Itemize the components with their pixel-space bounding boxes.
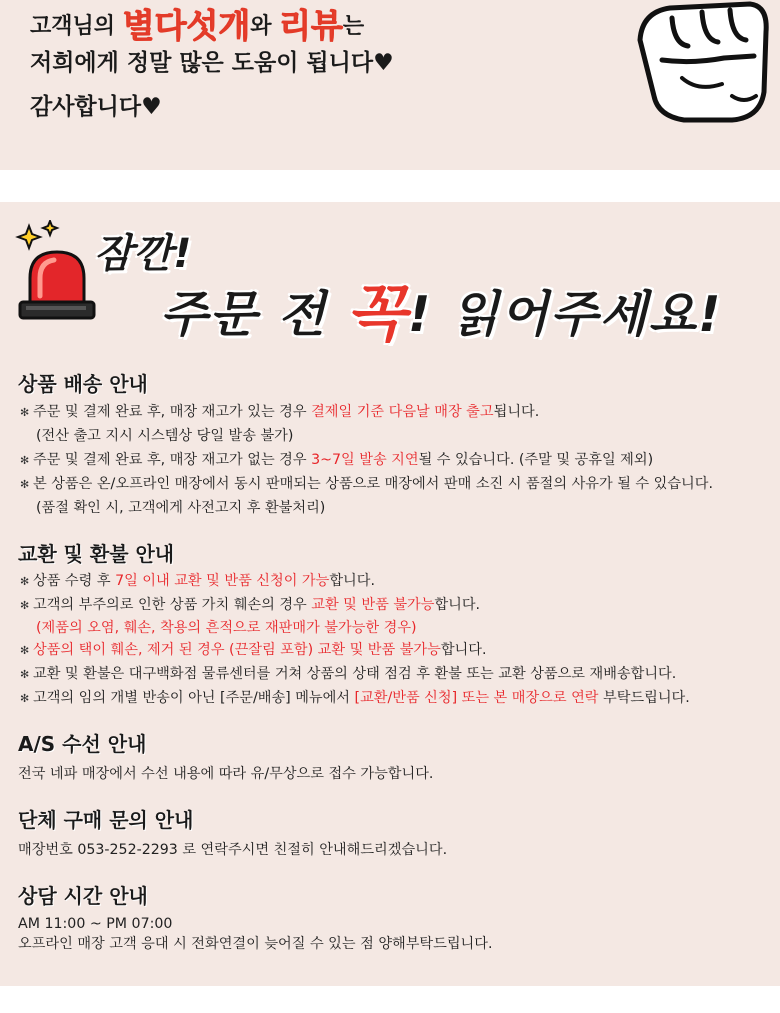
review-highlight: 리뷰 [279, 6, 343, 45]
consult-hours-section-title: 상담 시간 안내 [18, 884, 148, 908]
review-banner [0, 0, 780, 170]
wait-heading: 잠깐! [94, 231, 193, 277]
shipping-item-1 [20, 402, 539, 423]
bullet-star: ✻ [20, 668, 30, 681]
row-text: 주문 및 결제 완료 후, 매장 재고가 없는 경우 [33, 452, 312, 468]
shipping-item-1-note: (전산 출고 지시 시스템상 당일 발송 불가) [36, 428, 294, 444]
bullet-star: ✻ [20, 692, 30, 705]
row-highlight: [교환/반품 신청] 또는 본 매장으로 연락 [354, 690, 599, 706]
heading-text: 주문 전 [160, 286, 328, 343]
row-text: 됩니다. [493, 404, 540, 420]
row-text: 본 상품은 온/오프라인 매장에서 동시 판매되는 상품으로 매장에서 판매 소진 시 품절의 사유가 될 수 있습니다. [33, 476, 713, 492]
exchange-item-3 [20, 640, 486, 661]
banner-line-1 [30, 0, 364, 47]
exchange-item-4 [20, 664, 676, 685]
as-section-title: A/S 수선 안내 [18, 732, 147, 756]
bullet-star: ✻ [20, 406, 30, 419]
row-highlight: 교환 및 반품 불가능 [311, 597, 435, 613]
row-text: 부탁드립니다. [598, 690, 690, 706]
shipping-section-title: 상품 배송 안내 [18, 372, 148, 396]
banner-text: 는 [342, 14, 365, 39]
bullet-star: ✻ [20, 575, 30, 588]
shipping-item-3 [20, 474, 713, 495]
row-highlight: 상품의 택이 훼손, 제거 된 경우 (끈잘림 포함) 교환 및 반품 불가능 [33, 642, 441, 658]
exchange-item-2 [20, 595, 480, 616]
bullet-star: ✻ [20, 454, 30, 467]
must-highlight: 꼭 [346, 277, 409, 350]
row-text: 고객의 임의 개별 반송이 아닌 [주문/배송] 메뉴에서 [33, 690, 355, 706]
bullet-star: ✻ [20, 644, 30, 657]
shipping-item-3-note: (품절 확인 시, 고객에게 사전고지 후 환불처리) [36, 500, 326, 516]
read-before-order-heading [160, 264, 722, 353]
exchange-item-5 [20, 688, 690, 709]
heading-text: ! 읽어주세요! [408, 286, 723, 343]
row-text: 교환 및 환불은 대구백화점 물류센터를 거쳐 상품의 상태 점검 후 환불 또는 교환 상품으로 재배송합니다. [33, 666, 677, 682]
row-text: 합니다. [440, 642, 487, 658]
siren-icon [14, 220, 96, 324]
banner-line-2: 저희에게 정말 많은 도움이 됩니다♥ [30, 50, 394, 76]
shipping-item-2 [20, 450, 653, 471]
exchange-section-title: 교환 및 환불 안내 [18, 542, 175, 566]
as-text: 전국 네파 매장에서 수선 내용에 따라 유/무상으로 접수 가능합니다. [18, 766, 434, 782]
consult-hours-time: AM 11:00 ~ PM 07:00 [18, 916, 173, 932]
row-text: 고객의 부주의로 인한 상품 가치 훼손의 경우 [33, 597, 312, 613]
row-text: 합니다. [434, 597, 481, 613]
row-text: 합니다. [329, 573, 375, 589]
fist-icon [632, 0, 772, 125]
bullet-star: ✻ [20, 599, 30, 612]
banner-line-3: 감사합니다♥ [30, 94, 162, 120]
exchange-item-1 [20, 571, 375, 592]
row-highlight: 3~7일 발송 지연 [311, 452, 419, 468]
bullet-star: ✻ [20, 478, 30, 491]
exchange-item-2-note: (제품의 오염, 훼손, 착용의 흔적으로 재판매가 불가능한 경우) [36, 620, 417, 636]
row-text: 될 수 있습니다. (주말 및 공휴일 제외) [418, 452, 654, 468]
banner-text: 고객님의 [30, 14, 116, 39]
row-highlight: 결제일 기준 다음날 매장 출고 [311, 404, 494, 420]
consult-hours-note: 오프라인 매장 고객 응대 시 전화연결이 늦어질 수 있는 점 양해부탁드립니다. [18, 936, 493, 952]
group-purchase-section-title: 단체 구매 문의 안내 [18, 808, 194, 832]
row-text: 상품 수령 후 [33, 573, 116, 589]
five-stars-highlight: 별다섯개 [122, 6, 251, 45]
group-purchase-text: 매장번호 053-252-2293 로 연락주시면 친절히 안내해드리겠습니다. [18, 842, 448, 858]
banner-text: 와 [250, 14, 272, 39]
row-highlight: 7일 이내 교환 및 반품 신청이 가능 [115, 573, 330, 589]
section-gap [0, 170, 780, 202]
order-notice-panel [0, 202, 780, 986]
row-text: 주문 및 결제 완료 후, 매장 재고가 있는 경우 [33, 404, 312, 420]
